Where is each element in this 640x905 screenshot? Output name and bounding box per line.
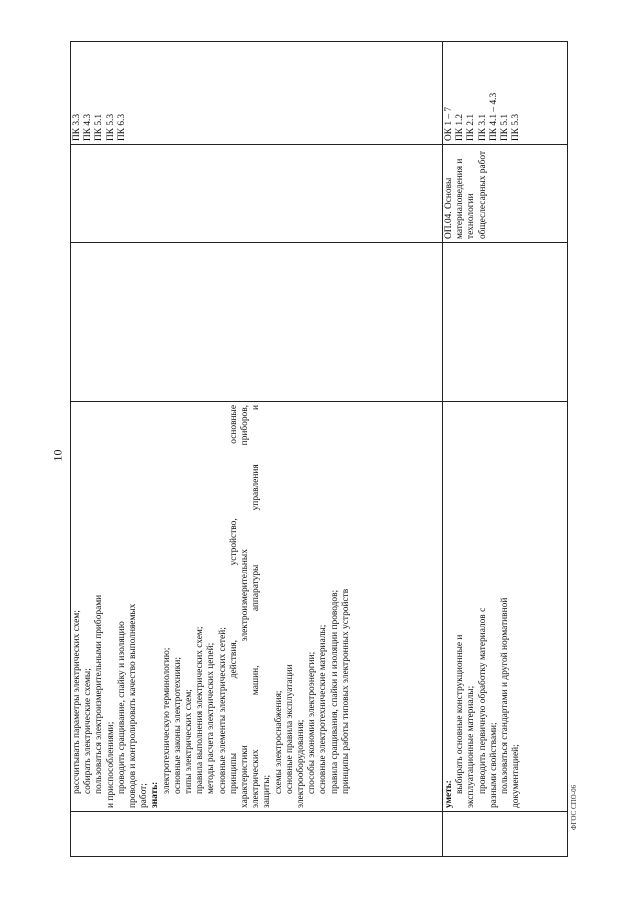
content-line: электрооборудования; xyxy=(296,719,307,808)
content-line: защиты; xyxy=(262,774,273,808)
index-cell xyxy=(443,812,567,856)
table-row xyxy=(443,41,568,857)
content-line: электрических машин, аппаратуры управления и xyxy=(251,405,262,808)
content-line: пользоваться электроизмерительными приборами xyxy=(94,594,105,794)
table-row xyxy=(70,41,443,857)
empty-cell xyxy=(71,243,442,402)
competency-code: ПК 1.2 xyxy=(455,113,466,141)
competency-code: ПК 5.1 xyxy=(500,113,511,141)
competency-content-cell xyxy=(443,402,567,812)
competency-code: ПК 5.3 xyxy=(105,113,116,141)
content-line: проводов и контролировать качество выполняемых xyxy=(128,603,139,808)
competency-code: ПК 4.1 – 4.3 xyxy=(488,92,499,141)
content-line: характеристики электроизмерительных приборов, xyxy=(240,405,251,808)
content-line: пользоваться стандартами и другой нормативной xyxy=(500,597,511,794)
content-line: и приспособлениями; xyxy=(105,721,116,808)
competency-codes-cell xyxy=(71,40,442,145)
content-line: основные электротехнические материалы; xyxy=(318,624,329,794)
content-line: документацией; xyxy=(511,744,522,808)
content-line: правила выполнения электрических схем; xyxy=(195,626,206,794)
content-line: схемы электроснабжения; xyxy=(273,690,284,794)
discipline-line: общеслесарных работ xyxy=(477,150,488,239)
discipline-cell xyxy=(443,145,567,243)
content-line: рассчитывать параметры электрических схем; xyxy=(72,610,82,794)
content-line: принципы работы типовых электронных устройств xyxy=(340,588,351,794)
content-line: основные элементы электрических сетей; xyxy=(217,627,228,794)
competency-code: ПК 4.3 xyxy=(83,113,94,141)
content-line: эксплуатационные материалы; xyxy=(466,685,477,808)
discipline-line: ОП.04. Основы xyxy=(444,177,454,239)
content-line: выбирать основные конструкционные и xyxy=(455,634,466,794)
competency-code: ПК 3.3 xyxy=(72,113,82,141)
content-line: работ; xyxy=(139,783,150,808)
content-line: типы электрических схем; xyxy=(184,689,195,794)
competency-code: ПК 5.3 xyxy=(511,113,522,141)
discipline-line: материаловедения и xyxy=(455,158,466,239)
content-line: основные правила эксплуатации xyxy=(284,664,295,794)
section-heading: уметь: xyxy=(444,780,454,808)
content-line: разными свойствами; xyxy=(488,722,499,808)
competency-code: ПК 5.1 xyxy=(94,113,105,141)
content-line: методы расчета электрических цепей; xyxy=(206,642,217,794)
competency-codes-cell xyxy=(443,40,567,145)
empty-cell xyxy=(443,243,567,402)
section-heading: знать: xyxy=(150,781,161,808)
discipline-cell xyxy=(71,145,442,243)
content-line: принципы действия, устройство, основные xyxy=(228,405,239,794)
competency-content-cell xyxy=(71,402,442,812)
index-cell xyxy=(71,812,442,856)
competency-code: ПК 2.1 xyxy=(466,113,477,141)
content-line: основные законы электротехники; xyxy=(172,657,183,794)
page-number: 10 xyxy=(50,449,65,462)
content-line: собирать электрические схемы; xyxy=(83,668,94,794)
standards-table xyxy=(70,41,568,857)
content-line: способы экономии электроэнергии; xyxy=(307,651,318,794)
content-line: правила сращивания, спайки и изоляции проводов; xyxy=(329,589,340,794)
competency-code: ПК 6.3 xyxy=(116,113,127,141)
footer-code: ФГОС СПО-06 xyxy=(570,784,578,830)
content-line: проводить первичную обработку материалов с xyxy=(477,607,488,794)
competency-code: ОК 1 – 7 xyxy=(444,106,454,141)
content-line: электротехническую терминологию; xyxy=(161,647,172,794)
competency-code: ПК 3.1 xyxy=(477,113,488,141)
content-line: проводить сращивание, спайку и изоляцию xyxy=(116,621,127,794)
discipline-line: технологии xyxy=(466,193,477,239)
